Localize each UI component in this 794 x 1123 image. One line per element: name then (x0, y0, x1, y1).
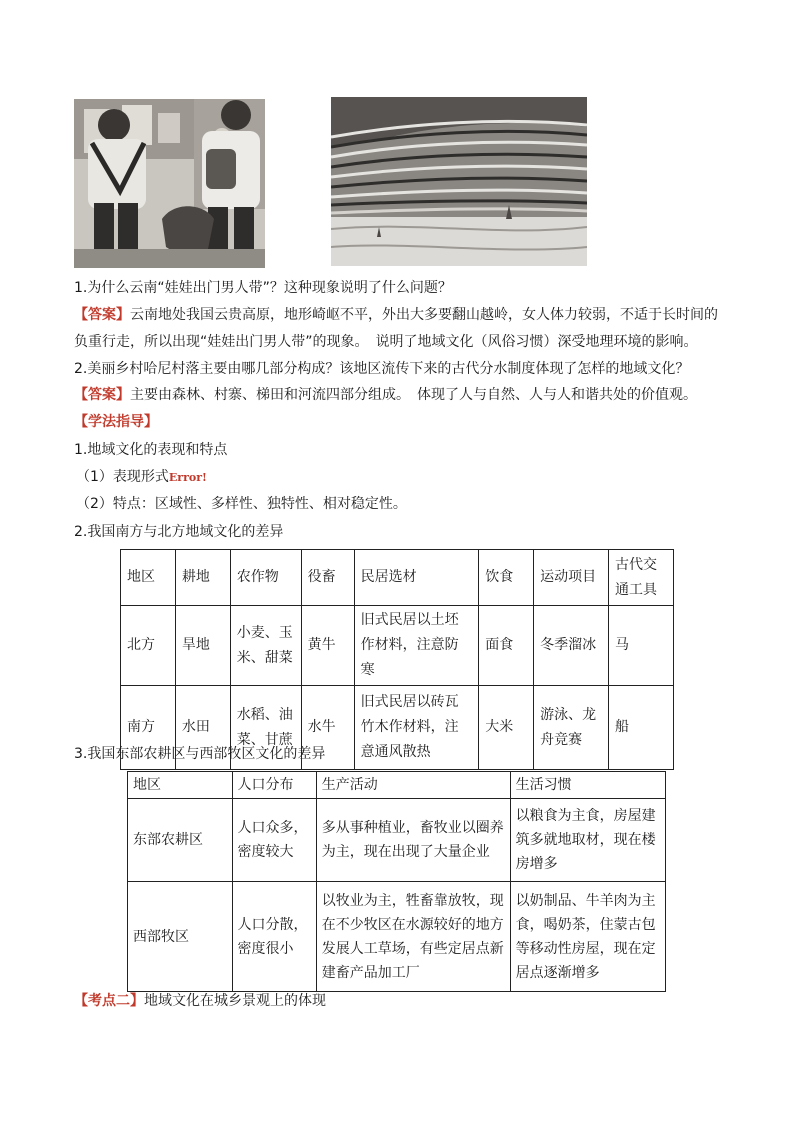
terraced-fields-illustration (331, 97, 587, 266)
question-2: 2.美丽乡村哈尼村落主要由哪几部分构成？该地区流传下来的古代分水制度体现了怎样的地域文化？ (74, 361, 690, 377)
section-1-item-2: （2）特点：区域性、多样性、独特性、相对稳定性。 (76, 496, 407, 512)
table-cell: 小麦、玉米、甜菜 (230, 606, 301, 686)
answer-1-line-1 (74, 305, 718, 325)
table-cell: 旱地 (175, 606, 230, 686)
table-cell: 西部牧区 (128, 882, 233, 992)
table-cell: 船 (609, 686, 674, 770)
answer-1-line-2: 负重行走，所以出现“娃娃出门男人带”的现象。 说明了地域文化（风俗习惯）深受地理环境的影响。 (74, 334, 698, 350)
table-header-cell: 生产活动 (316, 772, 510, 799)
answer-2-text: 主要由森林、村寨、梯田和河流四部分组成。 体现了人与自然、人与人和谐共处的价值观。 (130, 387, 697, 403)
answer-tag: 【答案】 (74, 387, 130, 403)
table-cell: 人口众多，密度较大 (232, 799, 316, 882)
key-point-2 (74, 991, 326, 1011)
north-south-table (120, 549, 674, 770)
answer-1-text: 云南地处我国云贵高原，地形崎岖不平，外出大多要翻山越岭，女人体力较弱，不适于长时间的 (130, 307, 718, 323)
study-guide-header: 【学法指导】 (74, 414, 158, 430)
table-cell: 以粮食为主食，房屋建筑多就地取材，现在楼房增多 (510, 799, 665, 882)
men-carrying-babies-photo (74, 99, 265, 268)
table-header-cell: 地区 (128, 772, 233, 799)
table-header-cell: 生活习惯 (510, 772, 665, 799)
table-cell: 以牧业为主，牲畜靠放牧，现在不少牧区在水源较好的地方发展人工草场，有些定居点新建畜产品加工厂 (316, 882, 510, 992)
section-1-title: 1.地域文化的表现和特点 (74, 442, 228, 458)
table-row (128, 799, 666, 882)
key-point-text: 地域文化在城乡景观上的体现 (144, 993, 326, 1009)
table-header-cell: 地区 (121, 550, 176, 606)
question-1: 1.为什么云南“娃娃出门男人带”？这种现象说明了什么问题？ (74, 280, 452, 296)
terraced-fields-photo (331, 97, 587, 266)
table-cell: 人口分散，密度很小 (232, 882, 316, 992)
table-cell: 黄牛 (301, 606, 354, 686)
table-header-cell: 民居选材 (354, 550, 479, 606)
item-1-prefix: （1）表现形式 (76, 469, 169, 485)
table-cell: 东部农耕区 (128, 799, 233, 882)
table-header-cell: 古代交通工具 (609, 550, 674, 606)
table-cell: 旧式民居以土坯作材料，注意防寒 (354, 606, 479, 686)
table-cell: 马 (609, 606, 674, 686)
table-cell: 面食 (479, 606, 534, 686)
table-cell: 南方 (121, 686, 176, 770)
section-1-item-1 (76, 467, 207, 488)
table-cell: 水田 (175, 686, 230, 770)
table-header-cell: 饮食 (479, 550, 534, 606)
table-cell: 北方 (121, 606, 176, 686)
error-text: Error! (168, 471, 207, 484)
table-cell: 大米 (479, 686, 534, 770)
table-cell: 水稻、油菜、甘蔗 (230, 686, 301, 770)
table-cell: 游泳、龙舟竞赛 (534, 686, 609, 770)
table-header-cell: 农作物 (230, 550, 301, 606)
table-header-row (128, 772, 666, 799)
section-3-title: 3.我国东部农耕区与西部牧区文化的差异 (74, 746, 326, 762)
table-header-row (121, 550, 674, 606)
section-2-title: 2.我国南方与北方地域文化的差异 (74, 524, 284, 540)
table-header-cell: 人口分布 (232, 772, 316, 799)
table-row (121, 606, 674, 686)
table-header-cell: 耕地 (175, 550, 230, 606)
east-west-table (127, 771, 666, 992)
key-point-tag: 【考点二】 (74, 993, 144, 1009)
table-cell: 多从事种植业，畜牧业以圈养为主，现在出现了大量企业 (316, 799, 510, 882)
table-cell: 旧式民居以砖瓦竹木作材料，注意通风散热 (354, 686, 479, 770)
table-cell: 以奶制品、牛羊肉为主食，喝奶茶，住蒙古包等移动性房屋，现在定居点逐渐增多 (510, 882, 665, 992)
table-header-cell: 役畜 (301, 550, 354, 606)
men-carrying-babies-illustration (74, 99, 265, 268)
table-header-cell: 运动项目 (534, 550, 609, 606)
answer-tag: 【答案】 (74, 307, 130, 323)
answer-2 (74, 385, 697, 405)
table-cell: 冬季溜冰 (534, 606, 609, 686)
table-cell: 水牛 (301, 686, 354, 770)
table-row (128, 882, 666, 992)
